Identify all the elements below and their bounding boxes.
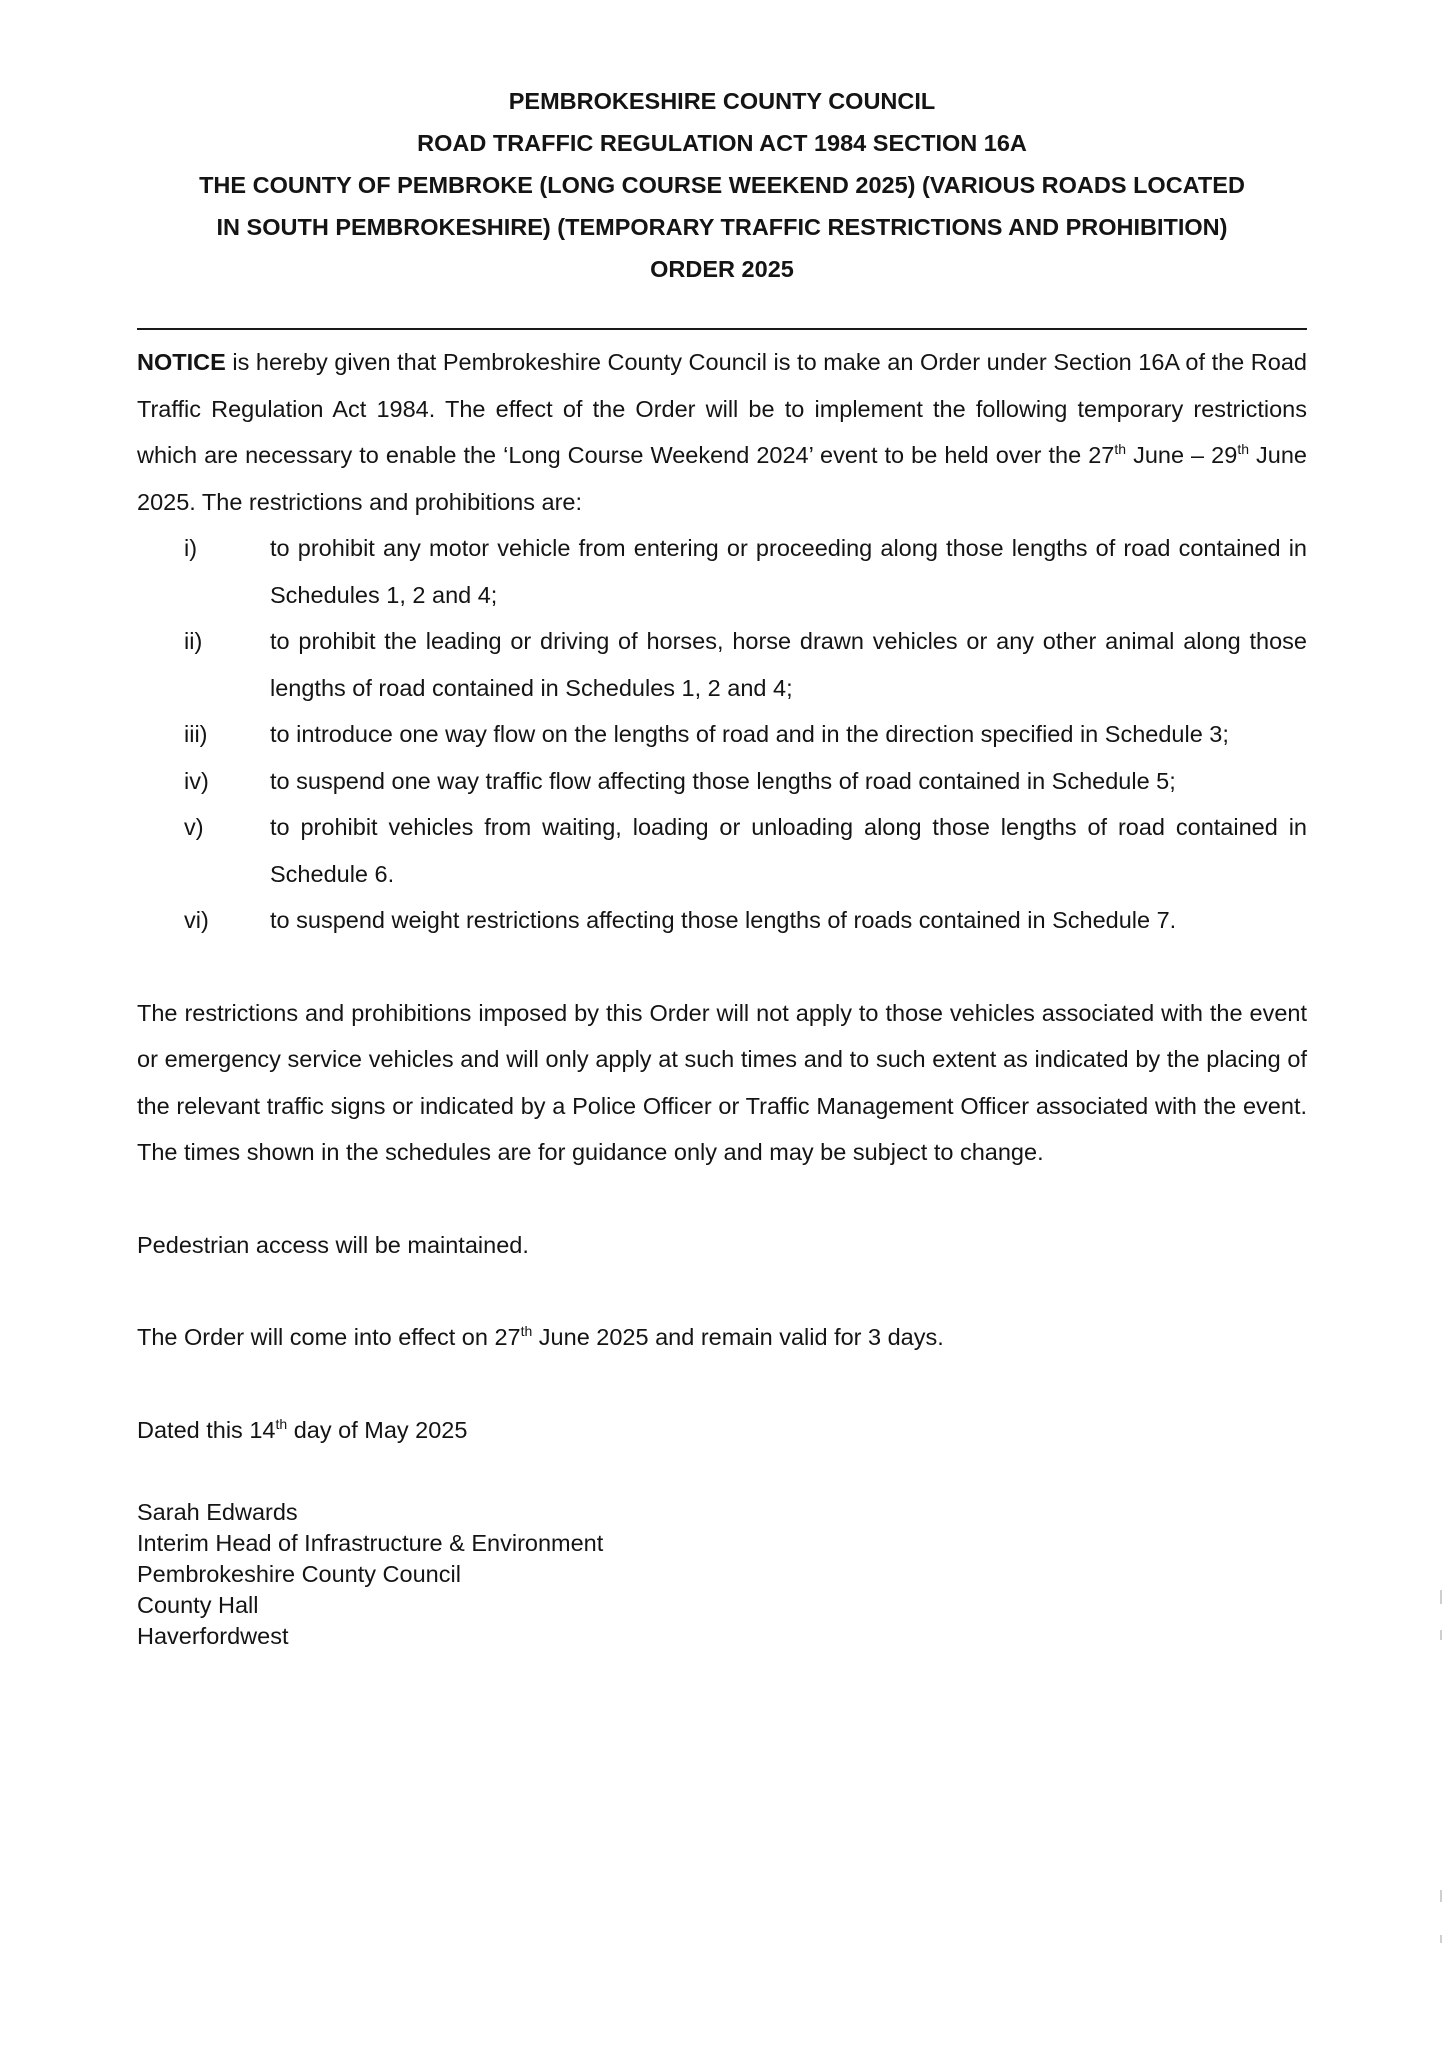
notice-paragraph <box>137 339 1307 525</box>
order-title-line-1: THE COUNTY OF PEMBROKE (LONG COURSE WEEKEND 2025) (VARIOUS ROADS LOCATED <box>199 172 1245 198</box>
signatory-title: Interim Head of Infrastructure & Environment <box>137 1530 604 1556</box>
signature-block <box>137 1497 1307 1652</box>
list-item-number: i) <box>184 535 198 561</box>
scan-artifact <box>1440 1890 1442 1902</box>
signatory-council: Pembrokeshire County Council <box>137 1561 461 1587</box>
list-item <box>137 897 1307 944</box>
order-title-line-3: ORDER 2025 <box>650 256 794 282</box>
scan-artifact <box>1440 1935 1442 1943</box>
list-item-text: to suspend one way traffic flow affecting those lengths of road contained in Schedule 5; <box>270 767 1176 794</box>
scan-artifact <box>1440 1590 1442 1604</box>
dated-text-2: day of May 2025 <box>287 1416 468 1443</box>
notice-sup-2: th <box>1237 441 1249 458</box>
list-item <box>137 618 1307 711</box>
signatory-town: Haverfordwest <box>137 1623 289 1649</box>
dated-paragraph <box>137 1407 1307 1454</box>
list-item <box>137 758 1307 805</box>
document-header <box>137 80 1307 290</box>
header-divider <box>137 328 1307 330</box>
list-item-number: iv) <box>184 767 209 794</box>
council-name: PEMBROKESHIRE COUNTY COUNCIL <box>508 88 936 114</box>
signatory-name: Sarah Edwards <box>137 1499 298 1525</box>
list-item-number: vi) <box>184 907 209 933</box>
notice-text-3: June 2025. The restrictions and prohibitions are: <box>137 442 1307 515</box>
pedestrian-paragraph: Pedestrian access will be maintained. <box>137 1231 529 1258</box>
notice-document <box>137 80 1307 1652</box>
effect-text-2: June 2025 and remain valid for 3 days. <box>532 1324 944 1350</box>
restrictions-paragraph: The restrictions and prohibitions imposed by this Order will not apply to those vehicles associated with the event or emergency service vehicles and will only apply at such times and to such extent as indicated by the placing of the relevant traffic signs or indicated by a Police Officer or Traffic Management Officer associated with the event. The times shown in the schedules are for guidance only and may be subject to change. <box>137 999 1307 1165</box>
effect-paragraph <box>137 1314 1307 1361</box>
effect-text-1: The Order will come into effect on 27 <box>137 1324 521 1350</box>
list-item-text: to prohibit the leading or driving of horses, horse drawn vehicles or any other animal along those lengths of road contained in Schedules 1, 2 and 4; <box>270 628 1307 701</box>
order-title-line-2: IN SOUTH PEMBROKESHIRE) (TEMPORARY TRAFFIC RESTRICTIONS AND PROHIBITION) <box>216 214 1228 240</box>
list-item-text: to introduce one way flow on the lengths of road and in the direction specified in Schedule 3; <box>270 721 1229 747</box>
signatory-building: County Hall <box>137 1592 259 1618</box>
effect-sup: th <box>520 1323 533 1340</box>
notice-lead: NOTICE <box>137 349 226 375</box>
act-reference: ROAD TRAFFIC REGULATION ACT 1984 SECTION 16A <box>417 130 1027 156</box>
restrictions-list <box>137 525 1307 944</box>
list-item <box>137 525 1307 618</box>
notice-text-1: is hereby given that Pembrokeshire County Council is to make an Order under Section 16A of the Road Traffic Regulation Act 1984. The effect of the Order will be to implement the following temporary restrictions which are necessary to enable the ‘Long Course Weekend 2024’ event to be held over the 27 <box>137 349 1307 468</box>
list-item-number: iii) <box>184 721 208 747</box>
scan-artifact <box>1440 1630 1442 1640</box>
list-item <box>137 711 1307 758</box>
list-item-number: ii) <box>184 628 203 654</box>
list-item <box>137 804 1307 897</box>
list-item-number: v) <box>184 814 204 840</box>
dated-text-1: Dated this 14 <box>137 1416 276 1443</box>
dated-sup: th <box>275 1415 288 1432</box>
notice-sup-1: th <box>1114 441 1127 458</box>
list-item-text: to prohibit any motor vehicle from entering or proceeding along those lengths of road contained in Schedules 1, 2 and 4; <box>270 535 1307 608</box>
list-item-text: to prohibit vehicles from waiting, loading or unloading along those lengths of road contained in Schedule 6. <box>270 814 1307 887</box>
list-item-text: to suspend weight restrictions affecting those lengths of roads contained in Schedule 7. <box>270 907 1177 933</box>
notice-text-2: June – 29 <box>1126 442 1238 468</box>
